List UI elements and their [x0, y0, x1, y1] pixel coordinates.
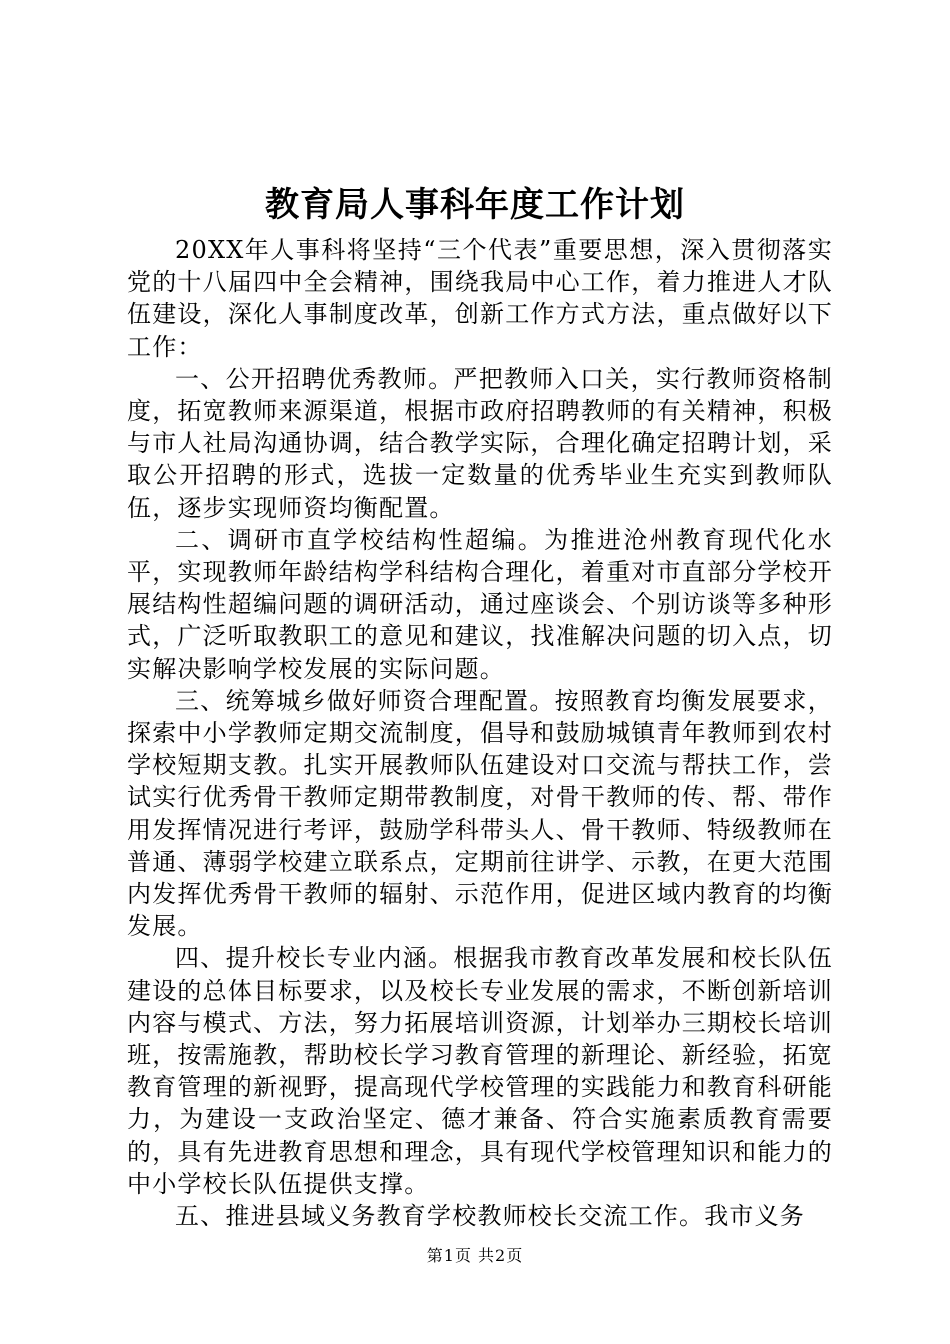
document-body	[127, 234, 833, 1232]
paragraph-item-1: 一、公开招聘优秀教师。严把教师入口关，实行教师资格制度，拓宽教师来源渠道，根据市政府招聘教师的有关精神，积极与市人社局沟通协调，结合教学实际，合理化确定招聘计划，采取公开招聘的形式，选拔一定数量的优秀毕业生充实到教师队伍，逐步实现师资均衡配置。	[127, 364, 833, 522]
paragraph-item-2: 二、调研市直学校结构性超编。为推进沧州教育现代化水平，实现教师年龄结构学科结构合理化，着重对市直部分学校开展结构性超编问题的调研活动，通过座谈会、个别访谈等多种形式，广泛听取教职工的意见和建议，找准解决问题的切入点，切实解决影响学校发展的实际问题。	[127, 525, 833, 683]
paragraph-intro: 20XX年人事科将坚持“三个代表”重要思想，深入贯彻落实党的十八届四中全会精神，围绕我局中心工作，着力推进人才队伍建设，深化人事制度改革，创新工作方式方法，重点做好以下工作：	[127, 236, 833, 361]
paragraph-item-3: 三、统筹城乡做好师资合理配置。按照教育均衡发展要求，探索中小学教师定期交流制度，倡导和鼓励城镇青年教师到农村学校短期支教。扎实开展教师队伍建设对口交流与帮扶工作，尝试实行优秀骨干教师定期带教制度，对骨干教师的传、帮、带作用发挥情况进行考评，鼓励学科带头人、骨干教师、特级教师在普通、薄弱学校建立联系点，定期前往讲学、示教，在更大范围内发挥优秀骨干教师的辐射、示范作用，促进区域内教育的均衡发展。	[127, 686, 833, 941]
page-footer: 第1页 共2页	[426, 1246, 524, 1265]
paragraph-item-4: 四、提升校长专业内涵。根据我市教育改革发展和校长队伍建设的总体目标要求，以及校长专业发展的需求，不断创新培训内容与模式、方法，努力拓展培训资源，计划举办三期校长培训班，按需施教，帮助校长学习教育管理的新理论、新经验，拓宽教育管理的新视野，提高现代学校管理的实践能力和教育科研能力，为建设一支政治坚定、德才兼备、符合实施素质教育需要的，具有先进教育思想和理念，具有现代学校管理知识和能力的中小学校长队伍提供支撑。	[127, 944, 833, 1198]
paragraph-item-5: 五、推进县域义务教育学校教师校长交流工作。我市义务	[175, 1202, 805, 1231]
document-title: 教育局人事科年度工作计划	[265, 185, 685, 225]
